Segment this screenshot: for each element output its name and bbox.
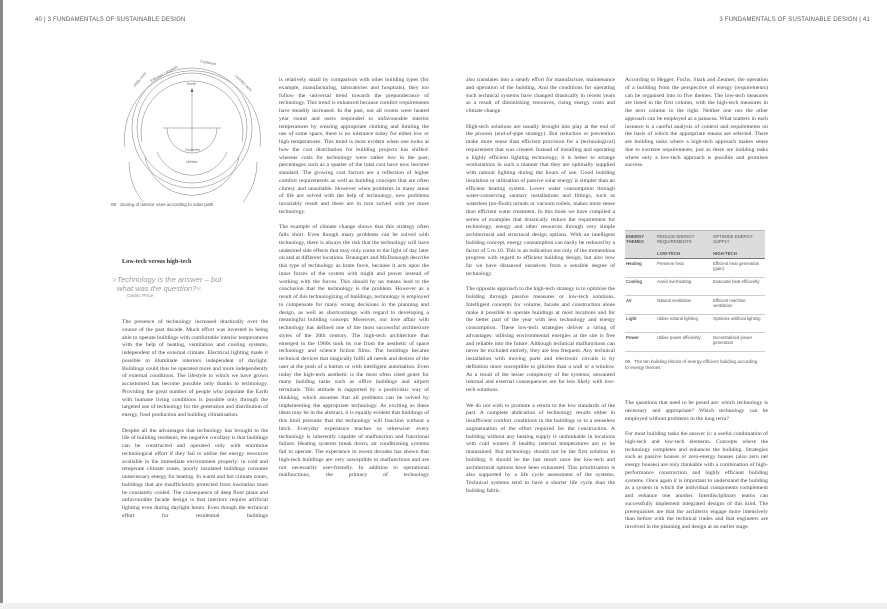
paragraph: The example of climate change shows that this strategy often falls short. Even though many problems can be solved with technology, there is always the risk that the technology will have undesired side effects that may only come to the light of day later on and at different locations. Braungart and McDonough describe this type of technology as brute force, because it acts upon the inner forces of the system with might and power instead of working with the forces. This should by no means lead to the conclusion that the technology is the problem. However as a result of this technologizing of buildings, technology is employed to compensate for many wrong decisions in the planning and design, as well as shortcomings with regard to developing a meaningful building concept. Moreover, our love affair with technology has defined one of the most successful architecture styles of the 20th century. The high-tech architecture that emerged in the 1960s took its cue from the aesthetic of space technology and science fiction films. The buildings became technical devices that magically fulfil all needs and desires of the user at the push of a button or with intelligent automation. Even today the high-tech aesthetic is the most often cited genre for many building tasks such as office buildings and airport terminals. This attitude is supported by a positivistic way of thinking, which assumes that all problems can be solved by implementing the appropriate technology. As exciting as these ideas may be in the abstract, it is equally evident that buildings of this kind presume that the technology will function without a hitch. Everyday experience teaches us otherwise: every technology is inherently capable of malfunction and functional failure. Heating systems break down; air conditioning systems fail to operate. The experience in recent decades has shown that high-tech buildings are very susceptible to malfunctions and are not necessarily user-friendly. In addition to operational malfunctions, the primacy of technology xyxy=(279,224,429,479)
text-column-4-lower xyxy=(625,400,768,540)
label-cupboard: Cupboard xyxy=(199,59,217,67)
figure-caption-text: Zoning of interior uses according to solar path xyxy=(120,202,214,207)
cell-low-tech: Natural ventilation xyxy=(656,296,712,315)
table-subheader-row xyxy=(625,250,765,259)
page-bottom-shadow xyxy=(0,603,887,609)
subheader-empty xyxy=(625,250,656,259)
text-column-4 xyxy=(625,77,768,178)
north-arrow-icon xyxy=(191,88,194,92)
subheader-low-tech: LOW-TECH xyxy=(656,250,712,259)
solar-zoning-diagram xyxy=(115,52,270,202)
label-winter: Winter xyxy=(186,159,198,164)
table-caption-number: 06 xyxy=(625,359,631,364)
table-row xyxy=(625,277,765,296)
label-laundry-room: Laundry room xyxy=(234,73,253,93)
cell-high-tech: Decentralised power generation xyxy=(712,333,765,352)
text-column-1 xyxy=(122,319,268,521)
subheader-high-tech: HIGH-TECH xyxy=(712,250,765,259)
energy-themes-table xyxy=(625,230,765,352)
paragraph: High-tech solutions are usually brought into play at the end of the process (end-of-pipe strategy). But reduction or prevention make more sense than efficient provision for a (technological) requirement that was created. Instead of installing and operating a highly efficient lighting technology, it is better to arrange workstations in such a manner that they are optimally supplied with natural lighting during the hours of use. Good building insulation or utilisation of passive solar energy is simpler than an efficient heating system. Lower water consumption through water-conserving sanitary installations and fittings, such as waterless (no-flush) urinals or vacuum toilets, makes more sense than efficient water treatment. In this book we have compiled a series of examples that drastically reduce the requirement for technology, energy and other resources through very simple architectural and structural design options. With an intelligent building concept, energy consumption can easily be reduced by a factor of 5 to 10. This is an indication not only of the tremendous progress with regard to efficient building design, but also how far we have distanced ourselves from a sensible degree of technology. xyxy=(466,123,615,277)
open-quote-icon: » xyxy=(112,274,118,284)
cell-theme: Heating xyxy=(625,259,656,278)
header-optimise: OPTIMISE ENERGY SUPPLY xyxy=(712,231,765,250)
quote-text: Technology is the answer – but what was the question? xyxy=(117,275,222,293)
figure-caption xyxy=(111,202,213,208)
running-header-left: 40 | 3 FUNDAMENTALS OF SUSTAINABLE DESIGN xyxy=(35,17,186,23)
cell-theme: Cooling xyxy=(625,277,656,296)
quote-author: Cedric Price xyxy=(127,294,154,299)
label-summer: Summer xyxy=(185,147,201,152)
figure-number: 06 xyxy=(111,202,117,207)
table-row xyxy=(625,259,765,278)
label-utility-room: Utility room xyxy=(132,71,148,88)
pull-quote xyxy=(112,275,229,300)
label-north: North xyxy=(187,82,196,86)
cell-high-tech: Optimise artificial lighting xyxy=(712,314,765,333)
cell-low-tech: Utilise power efficiently xyxy=(656,333,712,352)
cell-high-tech: Efficient heat generation (gain) xyxy=(712,259,765,278)
paragraph: also translates into a steady effort for manufacture, maintenance and operation of the building. And the conditions for operating such technical systems have changed drastically in recent years as a result of diminishing resources, rising energy costs and climate change. xyxy=(466,77,615,114)
paragraph: The presence of technology increased drastically over the course of the past decade. Much effort was invested in being able to operate buildings with comfortable interior temperatures with the help of heating, ventilation and cooling systems, independent of the external climate. Electrical lighting made it possible to illuminate interiors independent of daylight. Buildings could thus be operated more and more independently of external conditions. The lifestyle to which we have grown accustomed has become possible only thanks to technology. Providing the great number of people who populate the Earth with humane living conditions is possible only through the targeted use of technology for the generation and distribution of energy, food production and building climatisation. xyxy=(122,319,268,418)
cell-theme: Power xyxy=(625,333,656,352)
cell-low-tech: Avoid overheating xyxy=(656,277,712,296)
ring-2 xyxy=(129,162,257,202)
table-caption xyxy=(625,359,760,371)
paragraph: Despite all the advantages that technology has brought to the life of building residents, the negative corollary is that buildings can be constructed and operated only with enormous technological effort if they fail to utilise the energy resources available in the immediate environment properly: in cold and temperate climate zones, poorly insulated buildings consume unnecessary energy for heating. In warm and hot climate zones, buildings that are insufficiently protected from insolation must be constantly cooled. The consequence of deep floor plans and unfavourable facade design is that interiors require artificial lighting even during daylight hours. Even though the technical effort for residential buildings xyxy=(122,427,268,519)
table-row xyxy=(625,296,765,315)
cell-theme: Light xyxy=(625,314,656,333)
table-header-row xyxy=(625,231,765,250)
table-row xyxy=(625,314,765,333)
paragraph: is relatively small by comparison with other building types (for example, manufacturing, laboratories and hospitals), they too follow the universal trend towards the preponderance of technology. This trend is enhanced because comfort requirements have steadily increased. In the past, not all rooms were heated year round and users responded to unfavourable interior temperatures by wearing appropriate clothing and limiting the use of some space, there is no tolerance today for either low or high temperatures. This trend is most evident when one looks at how the cost distribution for building projects has shifted: whereas costs for technology were rather low in the past, percentages such as a quarter of the total cost have now become standard. The growing cost factors are a reflection of higher comfort requirements as well as building concepts that are often clumsy and unsuitable. However when problems in many areas of life are solved with the help of technology, new problems invariably result and these are in turn solved with yet more technology. xyxy=(279,77,429,215)
table-caption-text: The ten building blocks of energy-efficient building according to energy themes xyxy=(625,359,758,370)
paragraph: According to Hegger, Fuchs, Stark and Zeumer, the operation of a building from the perspective of energy (requirements) can be organised into to five themes. The low-tech measures are listed in the first column, with the high-tech measures in the next column to the right. Neither one nor the other approach can be employed as a panacea. What matters in each instance is a careful analysis of context and requirements on the basis of which the appropriate means are selected. There are building tasks where a high-tech approach makes sense due to extreme requirements, just as there are building tasks where only a low-tech approach is possible and promises success. xyxy=(625,77,768,169)
page-edge xyxy=(0,0,3,609)
paragraph: We do not wish to promote a return to the low standards of the past. A complete abdication of technology results either in insufficient comfort conditions in the buildings or to a senseless augmentation of the effort required for the construction. A building without any heating supply is unthinkable in locations with cold winters if healthy internal temperatures are to be maintained. But technology should not be the first solution in building; it should be the last resort once the low-tech and architectural options have been exhausted. This prioritisation is also supported by a life cycle assessment of the systems. Technical systems tend to have a shorter life cycle than the building fabric. xyxy=(466,402,615,494)
text-column-2 xyxy=(279,77,429,480)
paragraph: For most building tasks the answer is: a useful combination of high-tech and low-tech elements. Concepts where the technology completes and enhances the building. Strategies such as passive houses or zero-energy houses (also zero net energy houses) are only thinkable with a combination of high-performance construction and highly efficient building systems. Once again it is important to understand the building as a system in which the individual components complement and enhance one another. Interdisciplinary teams can successfully implement integrated designs of this kind. The prerequisites are that the architects engage more intensively than before with the technical trades and that engineers are involved in the planning and design at an earlier stage. xyxy=(625,431,768,530)
cell-theme: Air xyxy=(625,296,656,315)
header-reduce: REDUCE ENERGY REQUIREMENTS xyxy=(656,231,712,250)
running-header-right: 3 FUNDAMENTALS OF SUSTAINABLE DESIGN | 41 xyxy=(719,17,870,23)
cell-low-tech: Preserve heat xyxy=(656,259,712,278)
cell-high-tech: Efficient machine ventilation xyxy=(712,296,765,315)
cell-low-tech: Utilise natural lighting xyxy=(656,314,712,333)
paragraph: The questions that need to be posed are: which technology is necessary and appropriate? Which technology can be employed without problems in the long term? xyxy=(625,400,768,422)
label-entrance: Entrance / stairwell xyxy=(149,65,179,83)
text-column-3 xyxy=(466,77,615,503)
paragraph: The opposite approach to the high-tech strategy is to optimise the building through passive measures or low-tech solutions. Intelligent concepts for volume, facade and construction alone make it possible to operate buildings at most locations and for the better part of the year with less technology and energy consumption. These low-tech strategies deliver a string of advantages: utilising environmental energies at the site is free and reliable into the future. Although technical malfunctions can never be excluded entirely, they are less frequent. Any technical installation with moving parts and electronic circuits is by definition more susceptible to glitches than a wall or a window. As a result of the lesser complexity of the systems, unwanted internal and external consequences are far less likely with low-tech solutions. xyxy=(466,286,615,393)
close-quote-icon: « xyxy=(196,283,202,293)
section-heading: Low-tech versus high-tech xyxy=(122,258,192,265)
cell-high-tech: Evacuate heat efficiently xyxy=(712,277,765,296)
header-energy-themes: ENERGY THEMES xyxy=(625,231,656,250)
table-row xyxy=(625,333,765,352)
